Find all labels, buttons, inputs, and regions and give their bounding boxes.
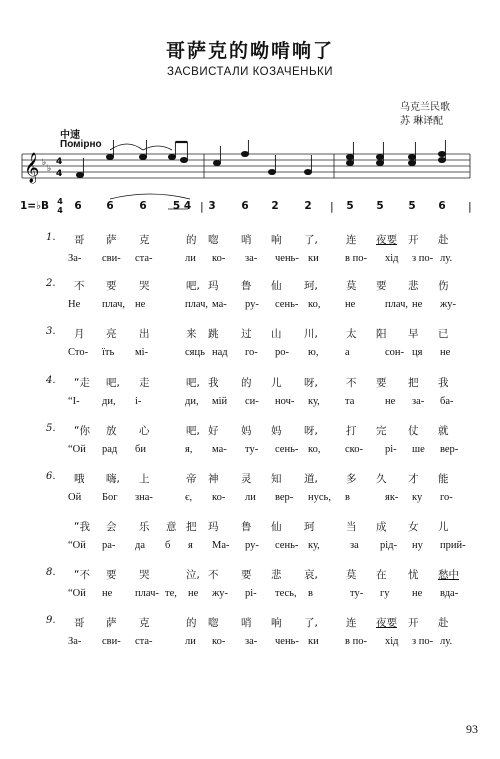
lyric-cn: 太	[346, 328, 357, 340]
lyric-cn: 妈	[271, 425, 282, 437]
lyric-cn: “走	[74, 377, 90, 389]
lyric-cn: 能	[438, 473, 449, 485]
verse-number: 2.	[46, 278, 56, 289]
lyric-cn: 响	[271, 617, 282, 629]
lyric-cn: 山	[271, 328, 282, 340]
credit-translator: 苏 琳译配	[400, 116, 444, 127]
lyric-cn: 悲	[408, 280, 419, 292]
lyric-cn: 神	[208, 473, 219, 485]
lyric-cn: 呀,	[304, 377, 318, 389]
note	[241, 151, 248, 156]
lyric-cn: 萨	[106, 617, 117, 629]
lyric-ua: ну	[412, 540, 423, 551]
lyric-cn: 久	[376, 473, 387, 485]
lyric-cn: 出	[139, 328, 150, 340]
lyric-cn: 儿	[438, 521, 449, 533]
lyric-ua: є,	[185, 492, 193, 503]
lyric-ua: плач,	[102, 299, 126, 310]
lyric-ua: ли	[245, 492, 256, 503]
lyric-cn: 月	[74, 328, 85, 340]
lyric-ua: б	[165, 540, 171, 551]
lyric-ua: “Ой	[68, 444, 86, 455]
flat-icon: ♭	[47, 164, 52, 174]
lyric-ua: і-	[135, 396, 142, 407]
lyric-ua: За-	[68, 253, 82, 264]
lyric-ua: ли	[185, 253, 196, 264]
lyric-cn: 哥	[74, 234, 85, 246]
lyric-cn: 唿	[208, 234, 219, 246]
lyric-ua: та	[345, 396, 355, 407]
lyric-cn: 成	[376, 521, 387, 533]
lyric-ua: не	[188, 588, 199, 599]
lyric-cn: 哭	[139, 280, 150, 292]
lyric-cn: 哦	[74, 473, 85, 485]
lyric-cn: 道,	[304, 473, 318, 485]
lyric-cn: 来	[186, 328, 197, 340]
credit-origin: 乌克兰民歌	[400, 102, 450, 113]
lyric-ua: прий-	[440, 540, 466, 551]
lyric-cn: 悲	[271, 569, 282, 581]
jianpu-note: 6	[106, 200, 114, 212]
note	[213, 160, 220, 165]
lyric-ua: ста-	[135, 253, 153, 264]
note	[168, 154, 175, 159]
lyric-ua: да	[135, 540, 146, 551]
time-sig-bottom: 4	[56, 169, 63, 179]
song-title: 哥萨克的呦啃响了	[165, 40, 334, 62]
lyric-ua: За-	[68, 636, 82, 647]
lyric-cn: 愁中	[438, 569, 459, 581]
lyric-ua: си-	[245, 396, 259, 407]
lyric-cn: 上	[139, 473, 150, 485]
lyric-cn: 开	[408, 617, 419, 629]
lyric-ua: плач,	[385, 299, 409, 310]
lyric-ua: ку,	[308, 396, 320, 407]
lyric-ua: не	[412, 299, 423, 310]
lyric-cn: 已	[438, 328, 449, 340]
jianpu-note: 5	[376, 200, 384, 212]
lyric-cn: 不	[346, 377, 357, 389]
lyric-cn: 莫	[346, 280, 357, 292]
lyric-ua: го-	[245, 347, 258, 358]
lyric-cn: 仗	[408, 425, 419, 437]
lyric-ua: ру-	[245, 540, 259, 551]
verse-number: 6.	[46, 471, 56, 482]
lyric-ua: Ой	[68, 492, 82, 503]
lyric-cn: 开	[408, 234, 419, 246]
lyric-ua: з по-	[412, 636, 434, 647]
lyric-ua: ма-	[212, 444, 227, 455]
lyric-ua: “Ой	[68, 588, 86, 599]
lyric-cn: 赴	[438, 234, 449, 246]
lyric-ua: рід-	[380, 540, 398, 551]
note	[304, 169, 311, 174]
lyric-cn: 的	[241, 377, 252, 389]
lyric-cn: 泣,	[186, 569, 200, 581]
jianpu-note: 2	[271, 200, 279, 212]
lyric-cn: 夜要	[376, 617, 397, 629]
lyric-ua: ро-	[275, 347, 289, 358]
lyric-ua: “І-	[68, 396, 80, 407]
slur	[143, 146, 172, 150]
lyric-ua: сви-	[102, 253, 121, 264]
lyric-cn: 珂	[304, 521, 315, 533]
jianpu-note: 5 4	[172, 200, 192, 212]
lyric-cn: 玛	[208, 280, 219, 292]
lyric-cn: 在	[376, 569, 387, 581]
note	[106, 154, 113, 159]
lyric-ua: плач-	[135, 588, 159, 599]
verse-number: 5.	[46, 423, 56, 434]
lyric-ua: як-	[385, 492, 399, 503]
lyric-cn: 仙	[271, 280, 282, 292]
lyric-ua: вда-	[440, 588, 459, 599]
lyric-ua: Бог	[102, 492, 118, 503]
time-sig-top: 4	[56, 157, 63, 167]
lyric-cn: 走	[139, 377, 150, 389]
lyric-cn: 完	[376, 425, 387, 437]
lyric-ua: лу.	[440, 253, 453, 264]
verse-number: 4.	[46, 375, 56, 386]
lyric-cn: 把	[408, 377, 419, 389]
verse-number: 1.	[46, 232, 56, 243]
lyric-cn: 仙	[271, 521, 282, 533]
lyric-ua: ста-	[135, 636, 153, 647]
lyric-cn: 萨	[106, 234, 117, 246]
lyric-cn: 要	[241, 569, 252, 581]
lyric-ua: го-	[440, 492, 453, 503]
lyric-ua: за	[350, 540, 359, 551]
lyric-cn: 当	[346, 521, 357, 533]
lyric-cn: “不	[74, 569, 90, 581]
lyric-ua: за-	[245, 253, 258, 264]
flat-icon: ♭	[42, 158, 47, 168]
lyric-ua: їть	[102, 347, 115, 358]
lyric-cn: 好	[208, 425, 219, 437]
lyric-ua: з по-	[412, 253, 434, 264]
lyric-ua: би	[135, 444, 146, 455]
lyric-cn: 唿	[208, 617, 219, 629]
lyric-cn: 了,	[304, 617, 318, 629]
lyric-cn: 了,	[304, 234, 318, 246]
lyric-ua: сон-	[385, 347, 405, 358]
lyric-ua: жу-	[212, 588, 229, 599]
lyric-ua: ки	[308, 253, 319, 264]
lyric-ua: ди,	[102, 396, 116, 407]
lyric-cn: 伤	[438, 280, 449, 292]
lyric-cn: 克	[139, 234, 150, 246]
jianpu-note: 3	[208, 200, 216, 212]
lyric-ua: сень-	[275, 299, 299, 310]
lyric-cn: 心	[139, 425, 150, 437]
lyric-ua: сви-	[102, 636, 121, 647]
lyric-ua: гу	[380, 588, 390, 599]
lyric-cn: 儿	[271, 377, 282, 389]
lyric-ua: сяць	[185, 347, 205, 358]
lyric-ua: ю,	[308, 347, 319, 358]
lyric-ua: за-	[412, 396, 425, 407]
lyric-ua: ту-	[350, 588, 364, 599]
lyric-cn: 帝	[186, 473, 197, 485]
jianpu-row: 1=♭B | | | 6 6 6 5 4 3 6 2 2 5 5 5 6 4 4	[0, 200, 500, 218]
lyric-ua: не	[412, 588, 423, 599]
lyric-ua: ко,	[308, 444, 321, 455]
lyric-ua: не	[135, 299, 146, 310]
song-subtitle: ЗАСВИСТАЛИ КОЗАЧЕНЬКИ	[167, 66, 333, 78]
verse-number: 9.	[46, 615, 56, 626]
time-signature: 4 4	[57, 197, 63, 215]
lyric-cn: 过	[241, 328, 252, 340]
lyric-cn: 嗨,	[106, 473, 120, 485]
lyric-ua: чень-	[275, 253, 299, 264]
lyric-cn: 女	[408, 521, 419, 533]
lyric-cn: 吧,	[106, 377, 120, 389]
lyric-ua: Ма-	[212, 540, 230, 551]
treble-clef-icon: 𝄞	[24, 153, 40, 183]
lyric-cn: 连	[346, 234, 357, 246]
lyric-cn: 才	[408, 473, 419, 485]
lyric-ua: в	[308, 588, 313, 599]
lyric-ua: рі-	[385, 444, 397, 455]
lyric-ua: ку,	[308, 540, 320, 551]
lyric-cn: 灵	[241, 473, 252, 485]
lyric-ua: ли	[185, 636, 196, 647]
lyric-cn: 连	[346, 617, 357, 629]
lyric-cn: 吧,	[186, 425, 200, 437]
lyric-ua: тесь,	[275, 588, 297, 599]
lyric-cn: 哀,	[304, 569, 318, 581]
jianpu-note: 5	[408, 200, 416, 212]
lyric-ua: не	[102, 588, 113, 599]
lyric-ua: рі-	[245, 588, 257, 599]
lyric-ua: сень-	[275, 540, 299, 551]
lyric-cn: 珂,	[304, 280, 318, 292]
lyric-ua: ку	[412, 492, 423, 503]
lyric-cn: 的	[186, 234, 197, 246]
lyric-cn: 放	[106, 425, 117, 437]
lyric-cn: 鲁	[241, 280, 252, 292]
lyric-ua: плач,	[185, 299, 209, 310]
lyric-cn: 打	[346, 425, 357, 437]
lyric-ua: жу-	[440, 299, 457, 310]
lyric-ua: Сто-	[68, 347, 89, 358]
lyric-ua: в	[345, 492, 350, 503]
lyric-cn: 克	[139, 617, 150, 629]
lyric-ua: я,	[185, 444, 193, 455]
lyric-cn: 哨	[241, 234, 252, 246]
lyric-ua: те,	[165, 588, 177, 599]
lyric-cn: 亮	[106, 328, 117, 340]
jianpu-note: 6	[139, 200, 147, 212]
lyric-ua: ко,	[308, 299, 321, 310]
lyric-cn: 要	[106, 569, 117, 581]
jianpu-note: 6	[74, 200, 82, 212]
lyric-cn: 我	[208, 377, 219, 389]
tempo-ua: Помірно	[60, 139, 102, 150]
lyric-cn: 我	[438, 377, 449, 389]
lyric-cn: 哭	[139, 569, 150, 581]
lyric-cn: 阳	[376, 328, 387, 340]
lyric-ua: ту-	[245, 444, 259, 455]
lyric-cn: 吧,	[186, 280, 200, 292]
lyric-cn: 妈	[241, 425, 252, 437]
lyric-ua: мі-	[135, 347, 149, 358]
note	[76, 172, 83, 177]
lyric-cn: 不	[208, 569, 219, 581]
lyric-ua: за-	[245, 636, 258, 647]
jianpu-note: 6	[438, 200, 446, 212]
lyric-cn: 乐	[139, 521, 150, 533]
lyric-ua: ма-	[212, 299, 227, 310]
lyric-ua: ко-	[212, 636, 226, 647]
lyric-cn: 知	[271, 473, 282, 485]
lyric-ua: мій	[212, 396, 228, 407]
lyric-ua: ноч-	[275, 396, 295, 407]
lyric-cn: 哥	[74, 617, 85, 629]
lyric-ua: чень-	[275, 636, 299, 647]
lyric-cn: 莫	[346, 569, 357, 581]
lyric-cn: “我	[74, 521, 90, 533]
lyric-cn: 就	[438, 425, 449, 437]
lyric-ua: не	[385, 396, 396, 407]
lyric-ua: ки	[308, 636, 319, 647]
lyric-cn: 川,	[304, 328, 318, 340]
lyric-ua: хід	[385, 636, 399, 647]
lyric-ua: в по-	[345, 253, 367, 264]
note	[180, 157, 187, 162]
lyric-cn: 要	[376, 377, 387, 389]
lyric-ua: ше	[412, 444, 425, 455]
lyric-ua: нусь,	[308, 492, 331, 503]
jianpu-note: 6	[241, 200, 249, 212]
lyric-ua: хід	[385, 253, 399, 264]
lyric-ua: сень-	[275, 444, 299, 455]
verse-number: 8.	[46, 567, 56, 578]
lyric-cn: 要	[376, 280, 387, 292]
lyric-cn: 跳	[208, 328, 219, 340]
lyric-cn: 多	[346, 473, 357, 485]
lyric-cn: 鲁	[241, 521, 252, 533]
note	[268, 169, 275, 174]
lyric-ua: не	[440, 347, 451, 358]
lyric-cn: 早	[408, 328, 419, 340]
key-signature: 1=♭B	[20, 200, 50, 212]
lyric-ua: ко-	[212, 492, 226, 503]
lyric-ua: рад	[102, 444, 118, 455]
lyric-cn: 赴	[438, 617, 449, 629]
lyric-ua: ра-	[102, 540, 116, 551]
lyric-cn: 玛	[208, 521, 219, 533]
page-number: 93	[466, 722, 478, 736]
tempo-cn: 中速	[60, 130, 80, 141]
lyric-cn: 意	[166, 521, 177, 533]
jianpu-note: 5	[346, 200, 354, 212]
lyric-ua: зна-	[135, 492, 153, 503]
jianpu-note: 2	[304, 200, 312, 212]
lyric-cn: “你	[74, 425, 90, 437]
lyric-cn: 哨	[241, 617, 252, 629]
slur	[110, 144, 143, 150]
lyric-cn: 忧	[408, 569, 419, 581]
lyric-cn: 夜要	[376, 234, 397, 246]
lyric-cn: 响	[271, 234, 282, 246]
lyric-ua: ця	[412, 347, 423, 358]
lyric-ua: лу.	[440, 636, 453, 647]
lyric-ua: не	[345, 299, 356, 310]
lyric-ua: “Ой	[68, 540, 86, 551]
lyric-cn: 吧,	[186, 377, 200, 389]
lyric-cn: 会	[106, 521, 117, 533]
lyric-ua: а	[345, 347, 350, 358]
lyric-ua: вер-	[440, 444, 459, 455]
music-staff	[0, 140, 500, 190]
lyric-cn: 把	[186, 521, 197, 533]
verse-number: 3.	[46, 326, 56, 337]
lyric-ua: я	[188, 540, 193, 551]
lyric-ua: ди,	[185, 396, 199, 407]
lyric-ua: Не	[68, 299, 81, 310]
lyric-ua: ру-	[245, 299, 259, 310]
lyric-cn: 不	[74, 280, 85, 292]
lyric-cn: 要	[106, 280, 117, 292]
lyric-ua: над	[212, 347, 228, 358]
lyric-ua: ско-	[345, 444, 363, 455]
lyric-ua: в по-	[345, 636, 367, 647]
lyric-ua: ба-	[440, 396, 454, 407]
note	[139, 154, 146, 159]
lyric-cn: 呀,	[304, 425, 318, 437]
lyric-ua: вер-	[275, 492, 294, 503]
lyric-ua: ко-	[212, 253, 226, 264]
lyric-cn: 的	[186, 617, 197, 629]
